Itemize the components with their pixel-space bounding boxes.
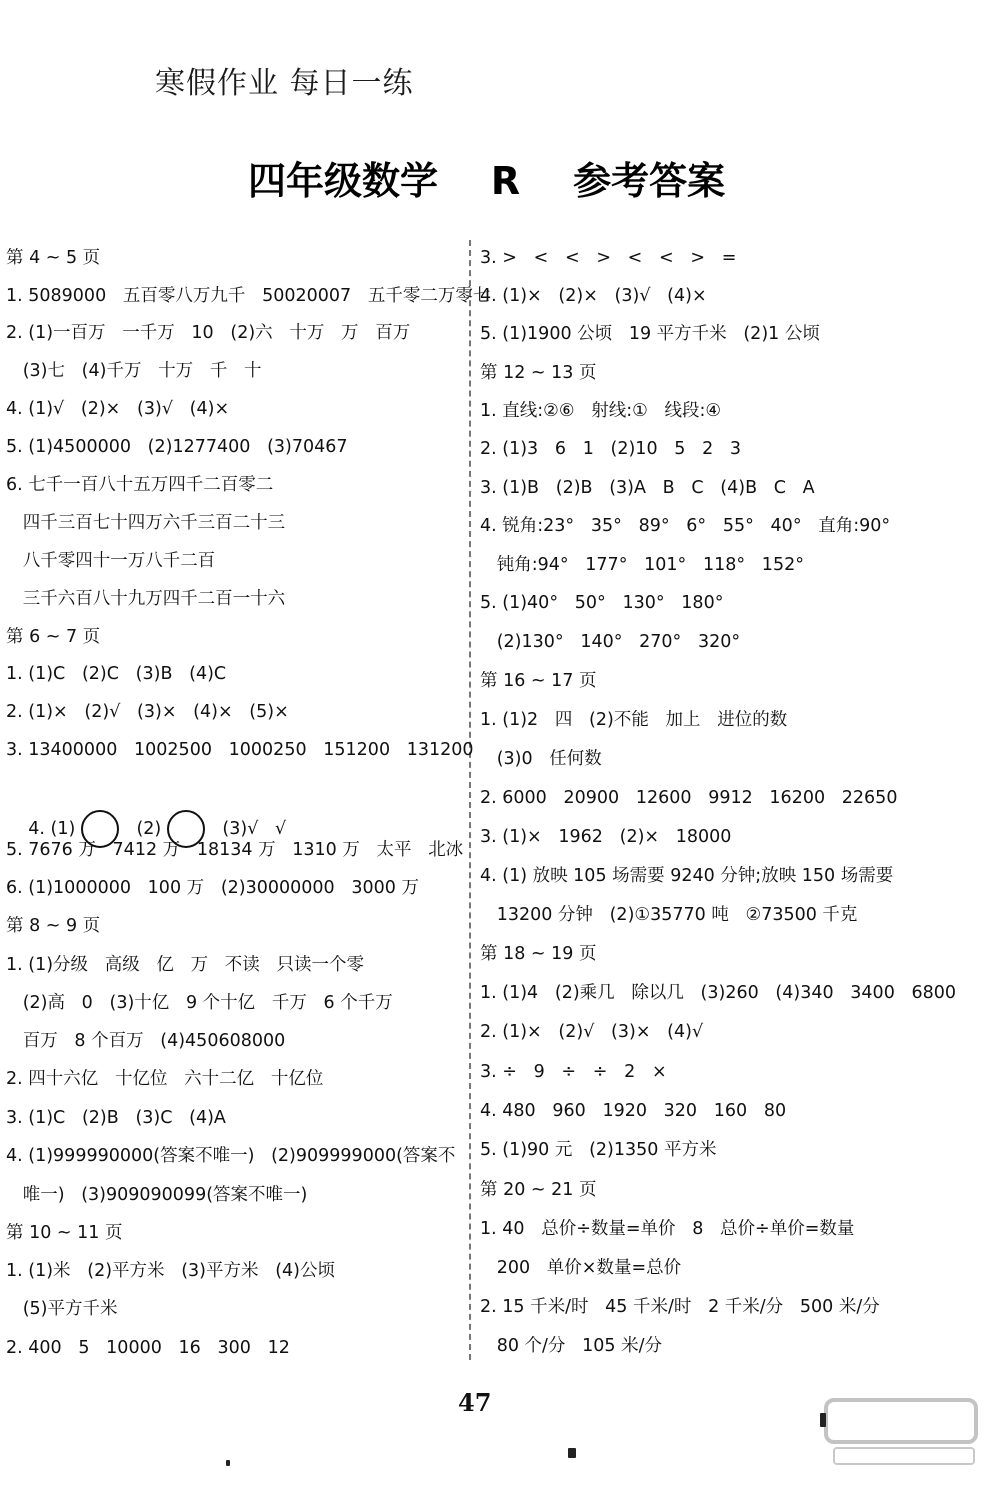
answer-line: 5. (1)90 元 (2)1350 平方米 (480, 1140, 717, 1160)
answer-line: 2. (1)3 6 1 (2)10 5 2 3 (480, 439, 742, 459)
answer-line: 4. (1)√ (2)× (3)√ (4)× (6, 399, 230, 419)
answer-part: (2) (136, 819, 162, 839)
answer-line: 唯一) (3)909090099(答案不唯一) (6, 1185, 308, 1205)
page-number: 47 (458, 1388, 492, 1417)
scan-speck (820, 1413, 826, 1427)
answer-line: 1. 40 总价÷数量=单价 8 总价÷单价=数量 (480, 1219, 855, 1239)
answer-line: 四千三百七十四万六千三百二十三 (6, 513, 286, 533)
answer-line: 2. (1)× (2)√ (3)× (4)× (5)× (6, 702, 289, 722)
answer-line: 3. ÷ 9 ÷ ÷ 2 × (480, 1062, 667, 1082)
answer-line: 三千六百八十九万四千二百一十六 (6, 589, 286, 609)
answer-line: 第 10 ~ 11 页 (6, 1223, 123, 1243)
answer-line: (2)130° 140° 270° 320° (480, 632, 741, 652)
answer-line: 1. (1)分级 高级 亿 万 不读 只读一个零 (6, 955, 364, 975)
answer-part: (3)√ √ (222, 819, 287, 839)
answer-line: 2. 6000 20900 12600 9912 16200 22650 (480, 788, 898, 808)
answer-line: 1. (1)C (2)C (3)B (4)C (6, 664, 227, 684)
answer-line: 5. (1)40° 50° 130° 180° (480, 593, 724, 613)
answer-line: 2. 400 5 10000 16 300 12 (6, 1338, 290, 1358)
answer-line: 4. (1) 放映 105 场需要 9240 分钟;放映 150 场需要 (480, 866, 894, 886)
answer-line: 第 20 ~ 21 页 (480, 1180, 597, 1200)
scan-speck (226, 1460, 230, 1466)
answer-line: 百万 8 个百万 (4)450608000 (6, 1031, 286, 1051)
answer-line: 4. 480 960 1920 320 160 80 (480, 1101, 787, 1121)
answer-line: 4. (1)× (2)× (3)√ (4)× (480, 286, 707, 306)
answer-line: 八千零四十一万八千二百 (6, 551, 216, 571)
answer-line: 5. 7676 万 7412 万 18134 万 1310 万 太平 北冰 (6, 840, 464, 860)
answer-line: 第 6 ~ 7 页 (6, 627, 101, 647)
column-divider (469, 240, 471, 1360)
answer-line: (2)高 0 (3)十亿 9 个十亿 千万 6 个千万 (6, 993, 393, 1013)
answer-line: 80 个/分 105 米/分 (480, 1336, 662, 1356)
answer-line: 2. (1)× (2)√ (3)× (4)√ (480, 1022, 704, 1042)
header-title: 寒假作业 每日一练 (155, 66, 414, 101)
answer-line: 5. (1)4500000 (2)1277400 (3)70467 (6, 437, 348, 457)
answer-line: (3)0 任何数 (480, 749, 602, 769)
answer-line: 3. (1)B (2)B (3)A B C (4)B C A (480, 478, 815, 498)
answer-line: 1. (1)4 (2)乘几 除以几 (3)260 (4)340 3400 6800 (480, 983, 957, 1003)
answer-line: 6. 七千一百八十五万四千二百零二 (6, 475, 274, 495)
answer-line: 3. (1)C (2)B (3)C (4)A (6, 1108, 226, 1128)
answer-line: 1. (1)米 (2)平方米 (3)平方米 (4)公顷 (6, 1261, 335, 1281)
answer-line: 第 8 ~ 9 页 (6, 916, 101, 936)
answer-line: 3. 13400000 1002500 1000250 151200 131200 (6, 740, 474, 760)
answer-line: 13200 分钟 (2)①35770 吨 ②73500 千克 (480, 905, 858, 925)
scan-speck (568, 1448, 576, 1458)
answer-line: 1. (1)2 四 (2)不能 加上 进位的数 (480, 710, 788, 730)
answer-line: 3. (1)× 1962 (2)× 18000 (480, 827, 732, 847)
answer-line: 6. (1)1000000 100 万 (2)30000000 3000 万 (6, 878, 419, 898)
answer-line: 第 12 ~ 13 页 (480, 363, 597, 383)
answer-prefix: 4. (1) (28, 819, 76, 839)
answer-line: 1. 直线:②⑥ 射线:① 线段:④ (480, 401, 722, 421)
answer-line: 3. > < < > < < > = (480, 248, 737, 268)
answer-line: 200 单价×数量=总价 (480, 1258, 682, 1278)
answer-line: 5. (1)1900 公顷 19 平方千米 (2)1 公顷 (480, 324, 820, 344)
answer-line: 钝角:94° 177° 101° 118° 152° (480, 555, 804, 575)
answer-line: (5)平方千米 (6, 1299, 118, 1319)
answer-line: (3)七 (4)千万 十万 千 十 (6, 361, 262, 381)
answer-line: 2. (1)一百万 一千万 10 (2)六 十万 万 百万 (6, 323, 411, 343)
answer-line: 4. (1)999990000(答案不唯一) (2)909999000(答案不 (6, 1146, 456, 1166)
answer-line: 4. 锐角:23° 35° 89° 6° 55° 40° 直角:90° (480, 516, 891, 536)
answer-line: 第 18 ~ 19 页 (480, 944, 597, 964)
answer-line: 第 4 ~ 5 页 (6, 248, 101, 268)
answer-line: 1. 5089000 五百零八万九千 50020007 五千零二万零七 (6, 286, 491, 306)
main-title: 四年级数学 R 参考答案 (248, 159, 726, 203)
answer-line: 第 16 ~ 17 页 (480, 671, 597, 691)
answer-line: 2. 四十六亿 十亿位 六十二亿 十亿位 (6, 1069, 324, 1089)
watermark-logo (820, 1392, 990, 1472)
answer-line: 2. 15 千米/时 45 千米/时 2 千米/分 500 米/分 (480, 1297, 880, 1317)
